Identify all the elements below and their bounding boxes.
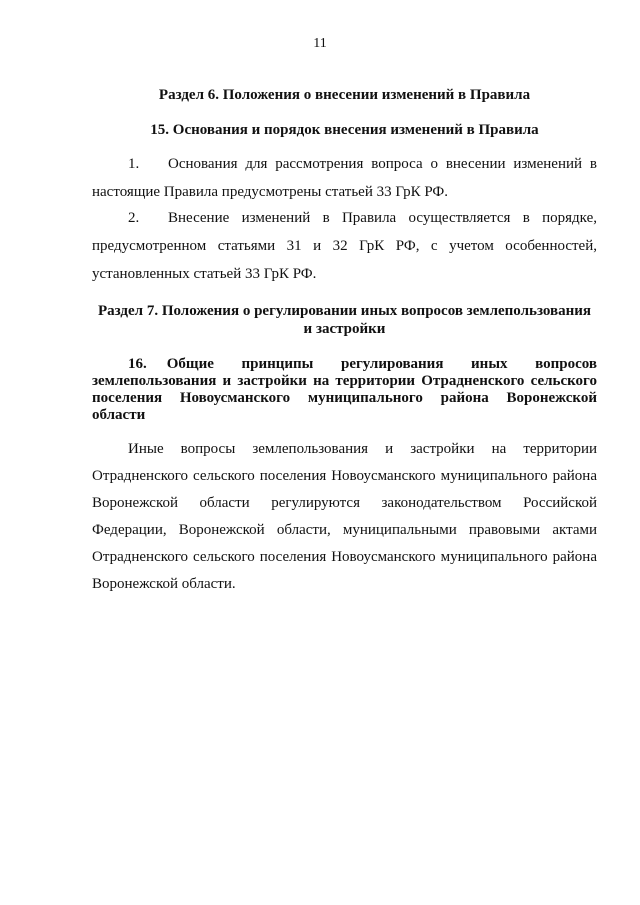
article-15-item-2 (92, 204, 597, 288)
item-number: 2. (128, 210, 140, 226)
section-7-heading-line-2: и застройки (303, 321, 386, 337)
section-7-heading-line-1: Раздел 7. Положения о регулировании иных вопросов землепользования (97, 303, 592, 319)
section-7-heading (92, 302, 597, 338)
page-number: 11 (313, 36, 327, 51)
article-16-heading (92, 356, 597, 424)
article-16-body: Иные вопросы землепользования и застройки на территории Отрадненского сельского поселения Новоусманского муниципального района Воронежской области регулируются законодательством Российской Федерации, Воронежской области, муниципальными правовыми актами Отрадненского сельского поселения Новоусманского муниципального района Воронежской области. (92, 441, 597, 592)
item-text: Внесение изменений в Правила осуществляется в порядке, предусмотренном статьями 31 и 32 ГрК РФ, с учетом особенностей, установленных статьей 33 ГрК РФ. (92, 210, 597, 282)
item-text: Основания для рассмотрения вопроса о внесении изменений в настоящие Правила предусмотрены статьей 33 ГрК РФ. (92, 156, 597, 200)
item-number: 1. (128, 156, 140, 172)
article-15-item-1 (92, 150, 597, 206)
article-title: Общие принципы регулирования иных вопросов землепользования и застройки на территории Отрадненского сельского поселения Новоусманского муниципального района Воронежской области (92, 356, 597, 423)
article-number: 16. (128, 356, 147, 372)
section-6-heading: Раздел 6. Положения о внесении изменений в Правила (158, 87, 531, 103)
article-15-heading: 15. Основания и порядок внесения изменений в Правила (150, 122, 539, 138)
